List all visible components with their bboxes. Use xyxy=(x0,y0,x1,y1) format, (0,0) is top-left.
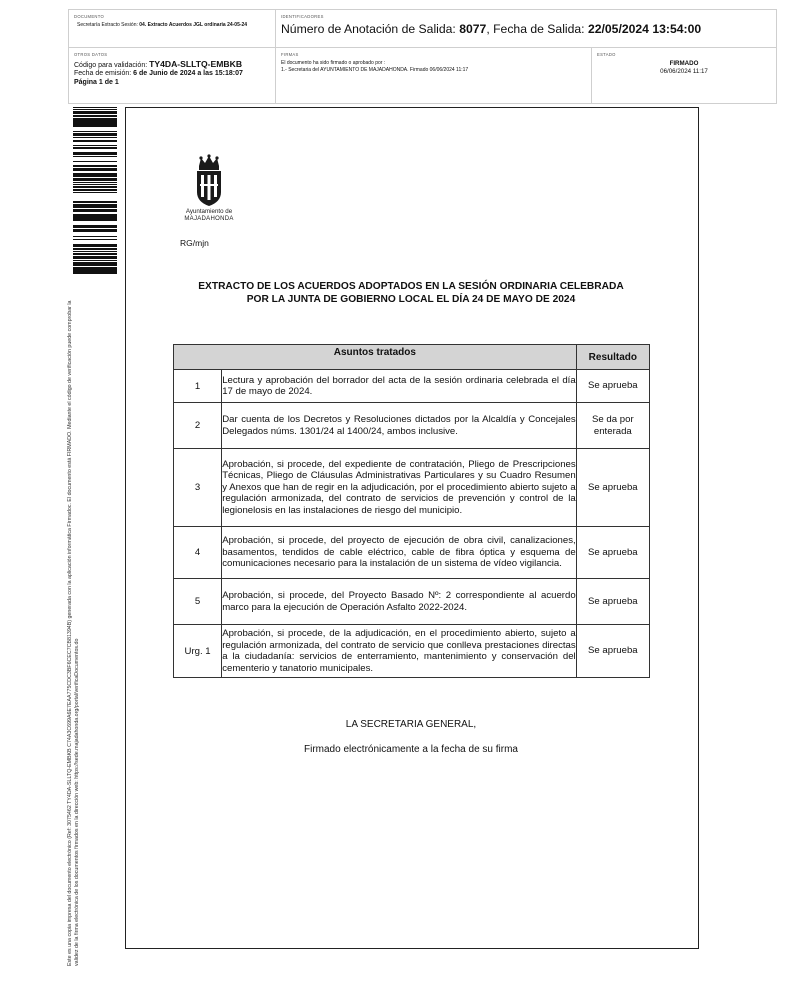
signature-note: Firmado electrónicamente a la fecha de su firma xyxy=(304,744,518,755)
row-result-text: Se da por enterada xyxy=(592,413,634,437)
row-number: 3 xyxy=(174,449,222,527)
row-result-text: Se aprueba xyxy=(588,380,638,391)
estado-date: 06/06/2024 11:17 xyxy=(660,67,708,75)
anotacion-salida xyxy=(281,22,771,37)
codigo-value[interactable]: TY4DA-SLLTQ-EMBKB xyxy=(149,59,243,69)
row-number: Urg. 1 xyxy=(174,625,222,678)
emision-label: Fecha de emisión: xyxy=(74,70,134,78)
crown-icon xyxy=(199,154,219,170)
row-number: 5 xyxy=(174,579,222,625)
table-row xyxy=(174,370,650,403)
reference-code: RG/mjn xyxy=(180,238,209,248)
documento-text xyxy=(74,22,270,29)
logo-line-1: Ayuntamiento de xyxy=(185,208,233,215)
header-resultado: Resultado xyxy=(576,345,649,370)
barcode-icon xyxy=(73,107,117,275)
row-result-text: Se aprueba xyxy=(588,481,638,493)
row-result xyxy=(576,625,649,678)
row-number: 1 xyxy=(174,370,222,403)
anotacion-number: 8077 xyxy=(459,22,487,36)
row-result xyxy=(576,579,649,625)
verification-side-text: Este es una copia impresa del documento electrónico (Ref: 3075462 TY4DA-SLLTQ-EMBKB C74A3C699A6E7EAA775CDC3BF6CEC7CB81394B) generada con la aplicación informática Firmadoc. El documento está FIRMADO. Mediante el código de verificación puede comprobar la validez de la firma electrónica de los documentos firmados en la dirección web: https://sede.majadahonda.org/portal/verificaDocumentos.do xyxy=(67,300,80,966)
table-row xyxy=(174,527,650,579)
anotacion-label: Número de Anotación de Salida: xyxy=(281,22,460,36)
documento-label: Secretaría Extracto Sesión: xyxy=(77,22,140,28)
fecha-salida-label: , Fecha de Salida: xyxy=(486,22,588,36)
pagina-counter: Página 1 de 1 xyxy=(74,78,119,86)
otros-caption: OTROS DATOS xyxy=(74,52,108,57)
table-row xyxy=(174,625,650,678)
codigo-validacion xyxy=(74,60,270,70)
row-number: 2 xyxy=(174,403,222,449)
identificadores-cell xyxy=(276,10,776,48)
table-header-row xyxy=(174,345,650,370)
table-row xyxy=(174,403,650,449)
row-text: Aprobación, si procede, del expediente de contratación, Pliego de Prescripciones Técnicas, Pliego de Cláusulas Administrativas Particulares y su Cuadro Resumen y Anexos que han de regir en la adjudicación, por el procedimiento abierto sujeto a regulación armonizada, del contrato de servicios de prevención y control de la legionelosis en las instalaciones de riesgo del municipio. xyxy=(222,449,576,527)
majadahonda-logo xyxy=(176,154,242,224)
codigo-label: Código para validación: xyxy=(74,62,150,69)
row-result xyxy=(576,527,649,579)
header-asuntos: Asuntos tratados xyxy=(174,345,577,370)
firmas-caption: FIRMAS xyxy=(281,52,299,57)
row-result-text: Se aprueba xyxy=(588,645,638,656)
row-number: 4 xyxy=(174,527,222,579)
estado-cell xyxy=(592,48,776,103)
row-result xyxy=(576,449,649,527)
page-title xyxy=(176,281,646,306)
row-text: Dar cuenta de los Decretos y Resoluciones dictados por la Alcaldía y Concejales Delegados núms. 1301/24 al 1400/24, ambos inclusive. xyxy=(222,403,576,449)
row-text: Aprobación, si procede, del Proyecto Basado Nº: 2 correspondiente al acuerdo marco para la ejecución de Operación Asfalto 2022-2024. xyxy=(222,579,576,625)
row-result-text: Se aprueba xyxy=(588,595,638,607)
row-result-text: Se aprueba xyxy=(588,546,638,558)
estado-caption: ESTADO xyxy=(597,52,616,57)
otros-datos-cell xyxy=(69,48,276,103)
documento-name: 04. Extracto Acuerdos JGL ordinaria 24-05-24 xyxy=(139,22,248,28)
estado-value: FIRMADO xyxy=(669,60,699,67)
documento-cell xyxy=(69,10,276,48)
firmas-line-1: El documento ha sido firmado o aprobado por : xyxy=(281,60,386,66)
fecha-emision xyxy=(74,70,270,78)
title-line-1: EXTRACTO DE LOS ACUERDOS ADOPTADOS EN LA SESIÓN ORDINARIA CELEBRADA xyxy=(198,281,624,292)
document-header xyxy=(68,9,777,104)
acuerdos-table xyxy=(173,344,650,678)
title-line-2: POR LA JUNTA DE GOBIERNO LOCAL EL DÍA 24 DE MAYO DE 2024 xyxy=(246,293,576,305)
documento-caption: DOCUMENTO xyxy=(74,14,105,19)
shield-icon xyxy=(197,171,221,206)
row-result xyxy=(576,403,649,449)
table-row xyxy=(174,449,650,527)
row-text: Aprobación, si procede, del proyecto de ejecución de obra civil, canalizaciones, basamentos, tendidos de cable eléctrico, cable de fibra óptica y esquema de comunicaciones necesario para la instalación de un sistema de vídeo vigilancia. xyxy=(222,527,576,579)
firmas-line-2: 1.- Secretaria del AYUNTAMIENTO DE MAJADAHONDA. Firmado 06/06/2024 11:17 xyxy=(281,67,469,73)
row-result xyxy=(576,370,649,403)
firmas-cell xyxy=(276,48,592,103)
signature-role: LA SECRETARIA GENERAL, xyxy=(345,719,477,730)
table-row xyxy=(174,579,650,625)
identificadores-caption: IDENTIFICADORES xyxy=(281,14,324,19)
row-text: Aprobación, si procede, de la adjudicación, en el procedimiento abierto, sujeto a regulación armonizada, del contrato de servicio que conlleva prestaciones directas a la ciudadanía: servicios de enterramiento, mantenimiento y conservación del cementerio y tanatorio municipales. xyxy=(222,625,576,678)
fecha-salida-value: 22/05/2024 13:54:00 xyxy=(587,22,702,36)
emision-value: 6 de Junio de 2024 a las 15:18:07 xyxy=(133,70,243,78)
logo-line-2: MAJADAHONDA xyxy=(184,216,234,222)
row-text: Lectura y aprobación del borrador del acta de la sesión ordinaria celebrada el día 17 de mayo de 2024. xyxy=(222,370,576,403)
